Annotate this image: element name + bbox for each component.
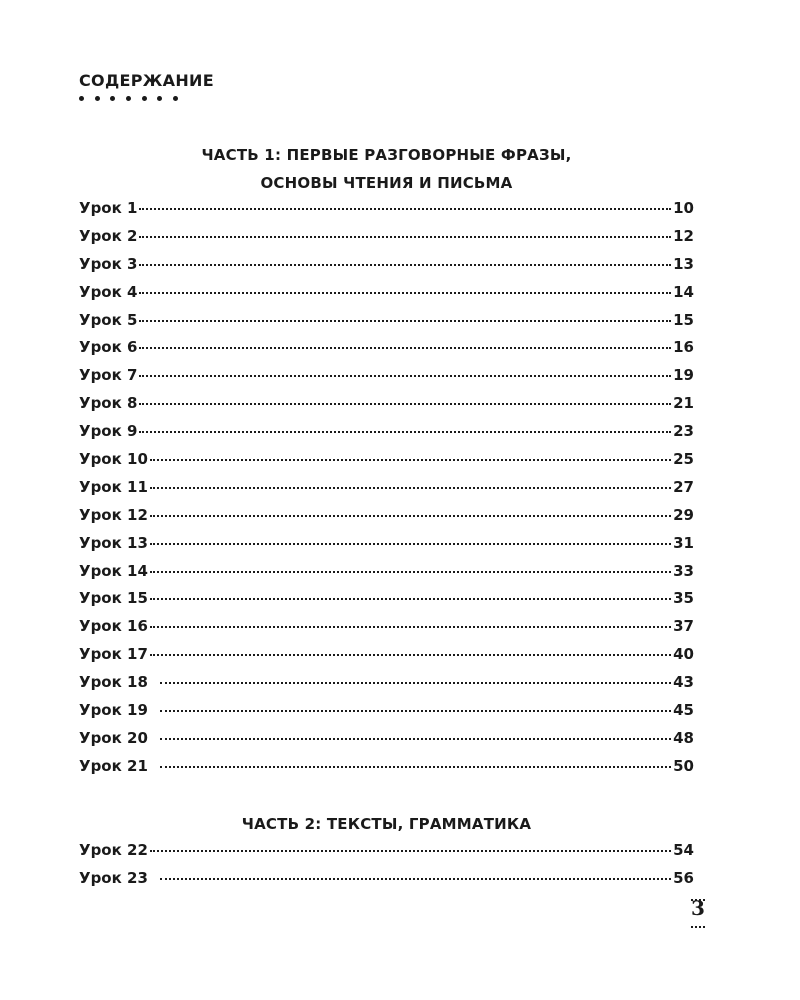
toc-entry-lesson-6[interactable] (79, 338, 694, 366)
toc-entry-lesson-17[interactable] (79, 645, 694, 673)
toc-entry-lesson-5[interactable] (79, 311, 694, 339)
toc-entry-label: Урок 5 (79, 310, 138, 329)
toc-dot-leader (150, 515, 671, 517)
toc-entry-label: Урок 14 (79, 561, 148, 580)
toc-entry-label: Урок 16 (79, 617, 148, 636)
toc-dot-leader (139, 292, 671, 294)
toc-entry-label: Урок 10 (79, 450, 148, 469)
toc-entry-lesson-19[interactable] (79, 701, 694, 729)
toc-dot-leader (139, 264, 671, 266)
toc-entry-lesson-12[interactable] (79, 506, 694, 534)
toc-entry-page: 54 (673, 841, 694, 859)
toc-entry-page: 12 (673, 226, 694, 245)
toc-entry-label: Урок 9 (79, 422, 138, 441)
toc-entry-label: Урок 13 (79, 533, 148, 552)
toc-entry-label: Урок 4 (79, 282, 138, 301)
toc-entry-label: Урок 21 (79, 756, 148, 775)
toc-dot-leader (150, 571, 671, 573)
toc-entry-lesson-13[interactable] (79, 534, 694, 562)
toc-entry-label: Урок 2 (79, 226, 138, 245)
toc-entry-lesson-8[interactable] (79, 394, 694, 422)
toc-dot-leader (160, 710, 671, 712)
toc-entry-page: 19 (673, 366, 694, 385)
toc-dot-leader (150, 626, 671, 628)
toc-dot-leader (139, 375, 671, 377)
toc-entry-lesson-7[interactable] (79, 366, 694, 394)
toc-entry-page: 33 (673, 561, 694, 580)
toc-dot-leader (139, 431, 671, 433)
toc-entry-page: 13 (673, 254, 694, 273)
toc-entry-label: Урок 11 (79, 477, 148, 496)
toc-entry-label: Урок 18 (79, 673, 148, 692)
toc-entry-page: 48 (673, 728, 694, 747)
toc-entry-label: Урок 1 (79, 199, 138, 217)
toc-dot-leader (139, 347, 671, 349)
toc-entry-lesson-4[interactable] (79, 283, 694, 311)
toc-entry-lesson-22[interactable] (79, 841, 694, 869)
toc-entry-lesson-16[interactable] (79, 617, 694, 645)
toc-entry-label: Урок 7 (79, 366, 138, 385)
toc-entry-page: 23 (673, 422, 694, 441)
toc-entry-lesson-9[interactable] (79, 422, 694, 450)
toc-entry-page: 14 (673, 282, 694, 301)
toc-entry-lesson-15[interactable] (79, 589, 694, 617)
toc-dot-leader (139, 320, 671, 322)
toc-dot-leader (139, 208, 671, 210)
heading-dot-divider (79, 96, 178, 101)
toc-entry-lesson-1[interactable] (79, 199, 694, 227)
part-2-toc-list (79, 841, 694, 897)
toc-dot-leader (160, 878, 671, 880)
toc-entry-page: 16 (673, 338, 694, 357)
toc-entry-page: 27 (673, 477, 694, 496)
toc-entry-lesson-2[interactable] (79, 227, 694, 255)
toc-entry-page: 56 (673, 868, 694, 887)
page-number-dots-bottom (691, 926, 705, 930)
part-2-title: ЧАСТЬ 2: ТЕКСТЫ, ГРАММАТИКА (241, 815, 532, 833)
part-1-toc-list (79, 199, 694, 785)
toc-entry-page: 45 (673, 701, 694, 720)
toc-dot-leader (150, 459, 671, 461)
part-1-title-line-2: ОСНОВЫ ЧТЕНИЯ И ПИСЬМА (260, 174, 513, 192)
toc-entry-lesson-21[interactable] (79, 757, 694, 785)
toc-dot-leader (150, 543, 671, 545)
toc-dot-leader (150, 654, 671, 656)
toc-entry-label: Урок 19 (79, 701, 148, 720)
toc-dot-leader (150, 598, 671, 600)
toc-entry-page: 31 (673, 533, 694, 552)
toc-entry-page: 50 (673, 756, 694, 775)
toc-entry-lesson-10[interactable] (79, 450, 694, 478)
toc-entry-label: Урок 22 (79, 841, 148, 859)
toc-entry-lesson-18[interactable] (79, 673, 694, 701)
toc-entry-page: 29 (673, 505, 694, 524)
toc-entry-page: 37 (673, 617, 694, 636)
toc-entry-label: Урок 23 (79, 868, 148, 887)
toc-entry-lesson-20[interactable] (79, 729, 694, 757)
toc-entry-page: 35 (673, 589, 694, 608)
part-1-title-line-1: ЧАСТЬ 1: ПЕРВЫЕ РАЗГОВОРНЫЕ ФРАЗЫ, (201, 146, 572, 164)
toc-entry-label: Урок 8 (79, 394, 138, 413)
toc-entry-page: 43 (673, 673, 694, 692)
toc-entry-label: Урок 15 (79, 589, 148, 608)
toc-entry-label: Урок 17 (79, 645, 148, 664)
toc-entry-lesson-3[interactable] (79, 255, 694, 283)
toc-entry-page: 40 (673, 645, 694, 664)
toc-entry-label: Урок 20 (79, 728, 148, 747)
page-number: 3 (691, 896, 705, 920)
toc-entry-page: 10 (673, 199, 694, 217)
toc-entry-page: 21 (673, 394, 694, 413)
toc-dot-leader (150, 487, 671, 489)
toc-entry-label: Урок 12 (79, 505, 148, 524)
page-title: СОДЕРЖАНИЕ (79, 71, 214, 90)
toc-entry-lesson-23[interactable] (79, 869, 694, 897)
toc-dot-leader (160, 766, 671, 768)
toc-entry-lesson-14[interactable] (79, 562, 694, 590)
toc-dot-leader (160, 738, 671, 740)
toc-entry-label: Урок 3 (79, 254, 138, 273)
toc-entry-lesson-11[interactable] (79, 478, 694, 506)
toc-dot-leader (139, 403, 671, 405)
toc-entry-page: 15 (673, 310, 694, 329)
toc-dot-leader (150, 850, 671, 852)
toc-dot-leader (139, 236, 671, 238)
toc-dot-leader (160, 682, 671, 684)
toc-entry-label: Урок 6 (79, 338, 138, 357)
toc-entry-page: 25 (673, 450, 694, 469)
